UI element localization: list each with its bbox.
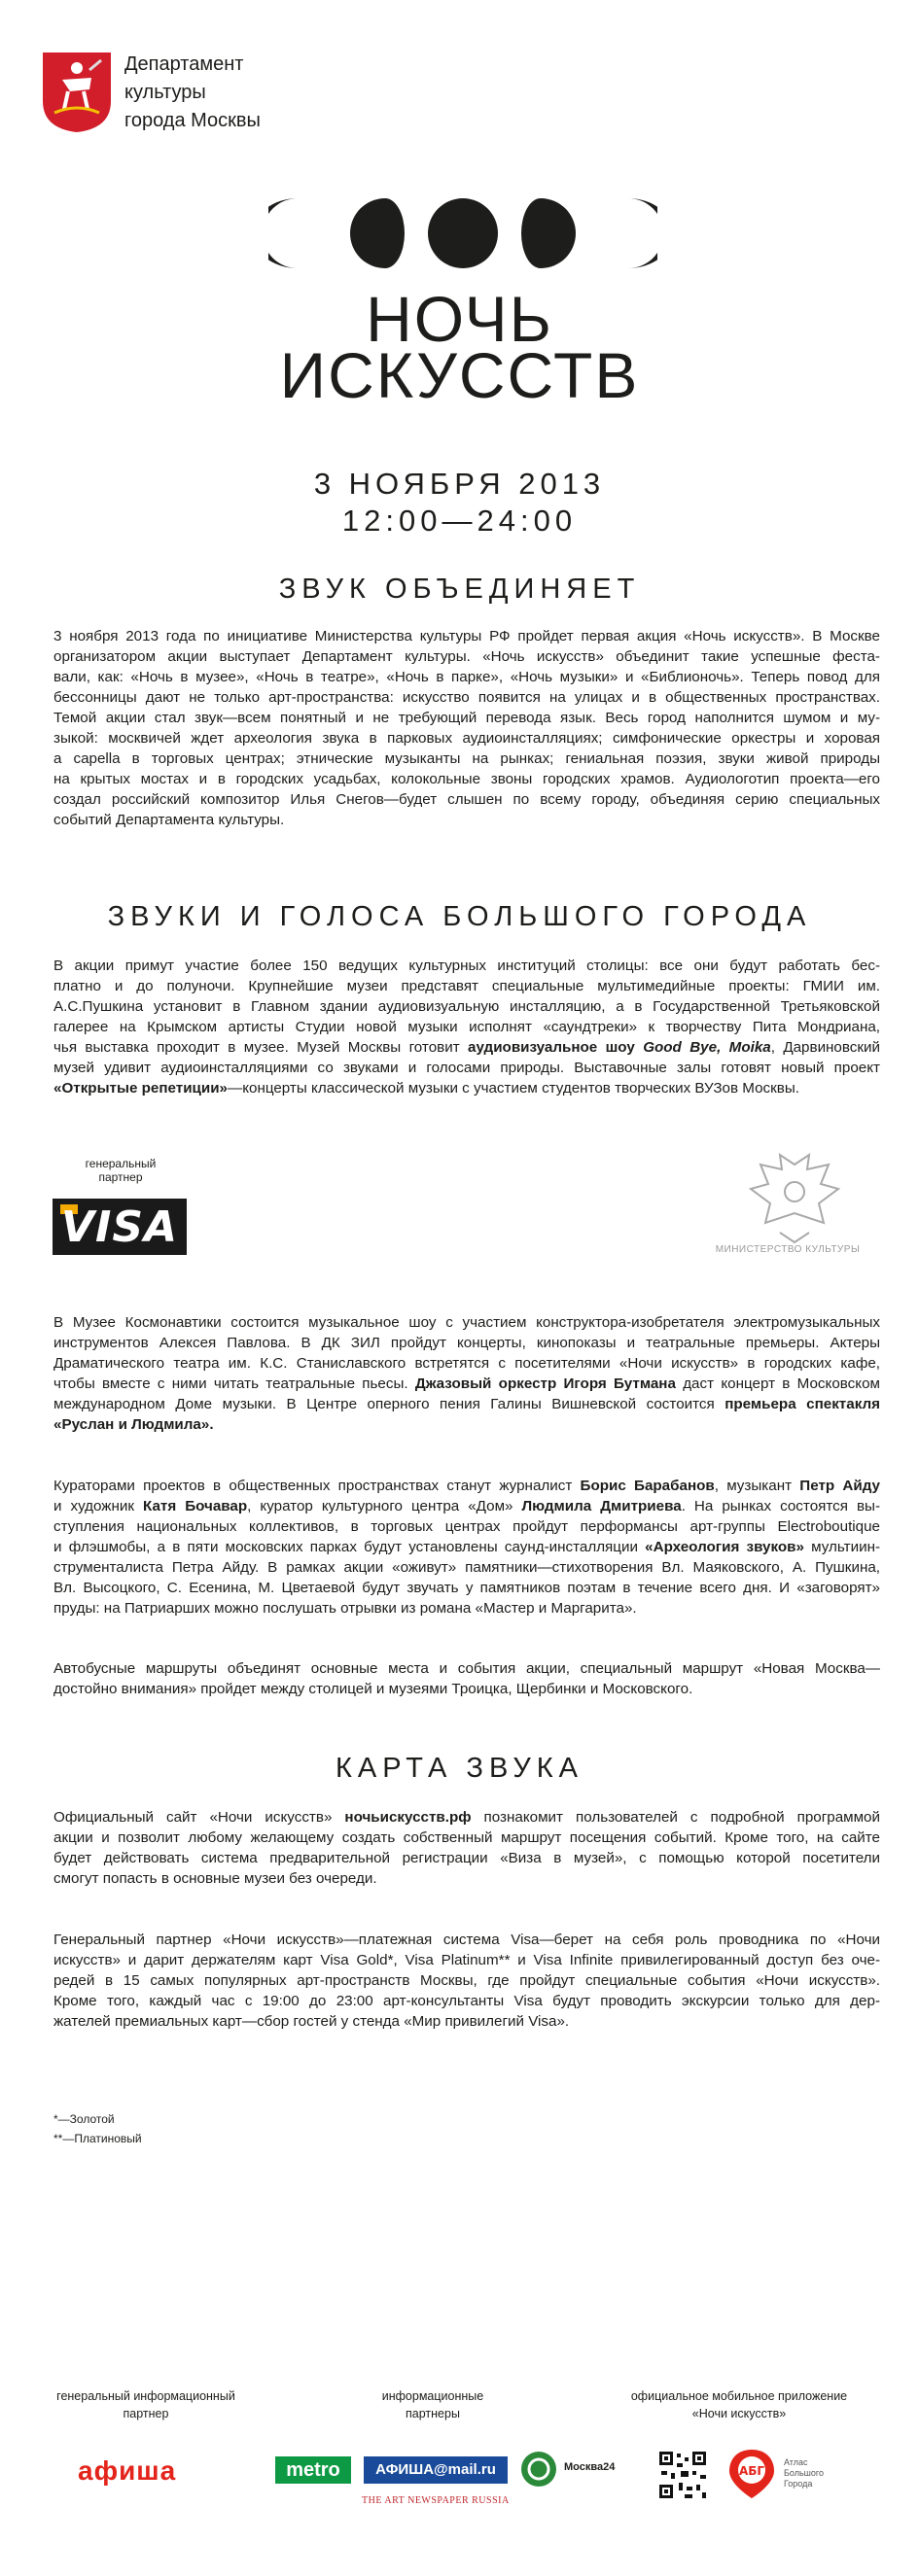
text-run: чтобы вместе с ними читать театральные пьесы.: [53, 1375, 408, 1392]
label-line: официальное мобильное приложение: [630, 2389, 848, 2403]
section-paragraph: [53, 1312, 880, 1435]
text-line: [53, 1394, 880, 1414]
bold-run: «Открытые репетиции»: [53, 1080, 228, 1097]
text-line: достойно внимания» пройдет между столицей и музеями Троицка, Щербинки и Московского.: [53, 1681, 693, 1697]
moscow-coat-of-arms-icon: [41, 51, 113, 134]
text-line: организатором акции выступает Департамент культуры. «Ночь искусств» объединит такие успешные феста-: [53, 648, 880, 665]
label-line: генеральный информационный: [56, 2389, 235, 2403]
event-time: 12:00—24:00: [341, 504, 578, 538]
label-line: партнеры: [406, 2407, 460, 2420]
moskva24-logo-icon: [519, 2450, 558, 2489]
section-heading: ЗВУК ОБЪЕДИНЯЕТ: [278, 574, 641, 605]
text-line: [53, 1374, 880, 1394]
app-name-line: Атлас: [784, 2457, 808, 2467]
text-line: инструментов Алексея Павлова. В ДК ЗИЛ пройдут концерты, кинопоказы и театральные премьеры. Актеры: [53, 1335, 880, 1351]
app-icon-label: АБГ: [738, 2464, 765, 2478]
moon-phases-logo-icon: [268, 194, 657, 272]
text-line: [53, 1807, 880, 1828]
visa-logo: [53, 1199, 187, 1255]
label-line: партнер: [123, 2407, 169, 2420]
text-line: редей в 15 самых популярных арт-пространств Москвы, где пройдут специальные события «Ночи искусств».: [53, 1972, 880, 1989]
text-line: А.С.Пушкина установит в Главном здании аудиовизуальную инсталляцию, а в Государственной Третьяковской: [53, 998, 880, 1015]
text-line: [53, 1476, 880, 1496]
text-run: , Дарвиновский: [770, 1039, 880, 1056]
text-line: событий Департамента культуры.: [53, 812, 285, 828]
section-paragraph: [53, 626, 880, 830]
text-run: , музыкант: [714, 1478, 800, 1494]
text-run: —концерты классической музыки с участием студентов творческих ВУЗов Москвы.: [228, 1080, 799, 1097]
label-line: партнер: [98, 1170, 143, 1184]
bold-run: «Руслан и Людмила».: [53, 1416, 214, 1433]
footnote: *—Золотой: [53, 2112, 115, 2126]
section-heading: КАРТА ЗВУКА: [336, 1753, 583, 1784]
text-line: Автобусные маршруты объединят основные места и события акции, специальный маршрут «Новая Москва—: [53, 1660, 880, 1677]
section-paragraph: [53, 1476, 880, 1619]
atlas-app-icon: [725, 2448, 778, 2500]
label-line: «Ночи искусств»: [691, 2407, 787, 2420]
bold-run: премьера спектакля: [725, 1396, 880, 1412]
event-title-line: ИСКУССТВ: [279, 339, 640, 411]
text-line: В Музее Космонавтики состоится музыкальное шоу с участием конструктора-изобретателя электромузыкальных: [53, 1314, 880, 1331]
label-line: генеральный: [85, 1157, 157, 1170]
bold-run: Джазовый оркестр Игоря Бутмана: [414, 1375, 676, 1392]
mobile-app-label: [613, 2387, 866, 2422]
bold-run: Петр Айду: [799, 1478, 880, 1494]
metro-logo: metro: [275, 2456, 351, 2484]
text-line: на крытых мостах и в городских усадьбах, колокольные звоны городских храмов. Аудиологотип проекта—его: [53, 771, 880, 787]
text-line: будет действовать система предварительной регистрации «Виза в музей», с помощью которой посетители: [53, 1850, 880, 1866]
ministry-logo-text: МИНИСТЕРСТВО КУЛЬТУРЫ: [715, 1244, 861, 1255]
event-title-line: НОЧЬ: [366, 283, 553, 355]
bold-run: «Археология звуков»: [645, 1539, 804, 1555]
text-line: жателей премиальных карт—сбор гостей у стенда «Мир привилегий Visa».: [53, 2013, 570, 2030]
footnote: **—Платиновый: [53, 2132, 142, 2145]
afisha-mailru-logo: АФИША@mail.ru: [364, 2456, 508, 2484]
moskva24-logo-text: Москва24: [564, 2461, 616, 2473]
atlas-app-name: [784, 2457, 824, 2489]
text-run: и художник: [53, 1498, 143, 1514]
app-name-line: Большого: [784, 2468, 824, 2478]
text-run: мультиин-: [803, 1539, 880, 1555]
bold-run: Good Bye, Moika: [643, 1039, 771, 1056]
info-partners-label: [340, 2387, 525, 2422]
info-general-partner-label: [39, 2387, 253, 2422]
text-line: a capella в торговых центрах; этнические музыканты на рынках; гениальная поэзия, звуки живой природы: [53, 750, 880, 767]
text-line: Драматического театра им. К.С. Станиславского встретятся с посетителями «Ночи искусств» в городских кафе,: [53, 1355, 880, 1372]
text-line: создал российский композитор Илья Снегов—будет слышен по всему городу, объединяя серию специальных: [53, 791, 880, 808]
text-line: [53, 1037, 880, 1058]
text-line: В акции примут участие более 150 ведущих культурных институций столицы: все они будут работать бес-: [53, 957, 880, 974]
text-line: [53, 1078, 880, 1098]
section-paragraph: [53, 956, 880, 1098]
afisha-logo: афиша: [78, 2455, 177, 2486]
text-line: зыкой: москвичей ждет археология звука в парковых аудиоинсталляциях; симфонические оркестры и хоровая: [53, 730, 880, 747]
section-paragraph: [53, 1930, 880, 2032]
section-paragraph: [53, 1807, 880, 1889]
text-line: акции и позволит любому желающему создать собственный маршрут посещения событий. Кроме того, на сайте: [53, 1829, 880, 1846]
text-line: искусств» и дарит держателям карт Visa Gold*, Visa Platinum** и Visa Infinite привилегированный доступ без оче-: [53, 1952, 880, 1968]
section-paragraph: [53, 1658, 880, 1699]
text-line: струменталиста Петра Айду. В рамках акции «оживут» памятники—стихотворения Вл. Маяковского, А. Пушкина,: [53, 1559, 880, 1576]
event-date: 3 НОЯБРЯ 2013: [313, 467, 606, 501]
app-name-line: Города: [784, 2479, 813, 2489]
bold-run: Людмила Дмитриева: [521, 1498, 682, 1514]
general-partner-label: [72, 1157, 169, 1184]
website-link[interactable]: ночьискусств.рф: [344, 1809, 472, 1826]
bold-run: Катя Бочавар: [143, 1498, 248, 1514]
text-run: и флэшмобы, а в пяти московских парках будут установлены саунд-инсталляции: [53, 1539, 646, 1555]
text-line: вали, как: «Ночь в музее», «Ночь в театре», «Ночь в парке», «Ночь музыки» и «Библионочь». Теперь повод для: [53, 669, 880, 685]
text-line: смогут попасть в основные музеи без очереди.: [53, 1870, 377, 1887]
label-line: информационные: [381, 2389, 484, 2403]
text-line: [53, 1496, 880, 1516]
text-line: 3 ноября 2013 года по инициативе Министерства культуры РФ пройдет первая акция «Ночь искусств». В Москве: [53, 628, 880, 644]
bold-run: аудиовизуальное шоу: [468, 1039, 635, 1056]
text-line: [53, 1537, 880, 1557]
footnotes: [53, 2109, 142, 2148]
text-line: платно и до полуночи. Крупнейшие музеи представят специальные мультимедийные проекты: ГМИИ им.: [53, 978, 880, 994]
text-line: Темой акции стал звук—всем понятный и не требующий перевода язык. Весь город наполнится шумом и му-: [53, 710, 880, 726]
text-line: бессонницы дают не только арт-пространства: искусство появится на улицах и в общественных пространствах.: [53, 689, 880, 706]
text-line: пруды: на Патриарших можно послушать отрывки из романа «Мастер и Маргарита».: [53, 1600, 637, 1617]
department-line: города Москвы: [124, 110, 261, 131]
department-name: [124, 51, 261, 135]
text-run: . На рынках состоятся вы-: [681, 1498, 880, 1514]
text-run: даст концерт в Московском: [675, 1375, 880, 1392]
text-line: музей удивит аудиоинсталляциями со звуками и голосами природы. Выставочные залы готовят новый проект: [53, 1060, 880, 1076]
text-run: чья выставка проходит в музее. Музей Москвы готовит: [53, 1039, 460, 1056]
text-run: международном Доме музыки. В Центре оперного пения Галины Вишневской состоится: [53, 1396, 715, 1412]
department-line: культуры: [124, 82, 206, 103]
art-newspaper-logo: THE ART NEWSPAPER RUSSIA: [362, 2495, 510, 2506]
text-line: ступления национальных коллективов, в торговых центрах пройдут перформансы арт-группы Electroboutique: [53, 1518, 880, 1535]
text-run: познакомит пользователей с подробной программой: [471, 1809, 880, 1826]
department-line: Департамент: [124, 53, 244, 75]
text-run: Кураторами проектов в общественных пространствах станут журналист: [53, 1478, 581, 1494]
text-line: Генеральный партнер «Ночи искусств»—платежная система Visa—берет на себя роль проводника по «Ночи: [53, 1932, 880, 1948]
text-line: Кроме того, каждый час с 19:00 до 23:00 арт-консультанты Visa будут проводить экскурсии только для дер-: [53, 1993, 880, 2009]
section-heading: ЗВУКИ И ГОЛОСА БОЛЬШОГО ГОРОДА: [107, 901, 812, 932]
text-line: [53, 1414, 880, 1435]
text-run: Официальный сайт «Ночи искусств»: [53, 1809, 345, 1826]
qr-code-icon: [657, 2450, 708, 2500]
text-run: , куратор культурного центра «Дом»: [247, 1498, 522, 1514]
visa-logo-text: VISA: [60, 1202, 179, 1252]
text-line: Вл. Высоцкого, С. Есенина, М. Цветаевой будут звучать у памятников поэтам в течение всего дня. И «заговорят»: [53, 1580, 880, 1596]
text-line: галерее на Крымском артисты Студии новой музыки исполнят «саундтреки» к творчеству Пита Мондриана,: [53, 1019, 880, 1035]
bold-run: Борис Барабанов: [580, 1478, 715, 1494]
